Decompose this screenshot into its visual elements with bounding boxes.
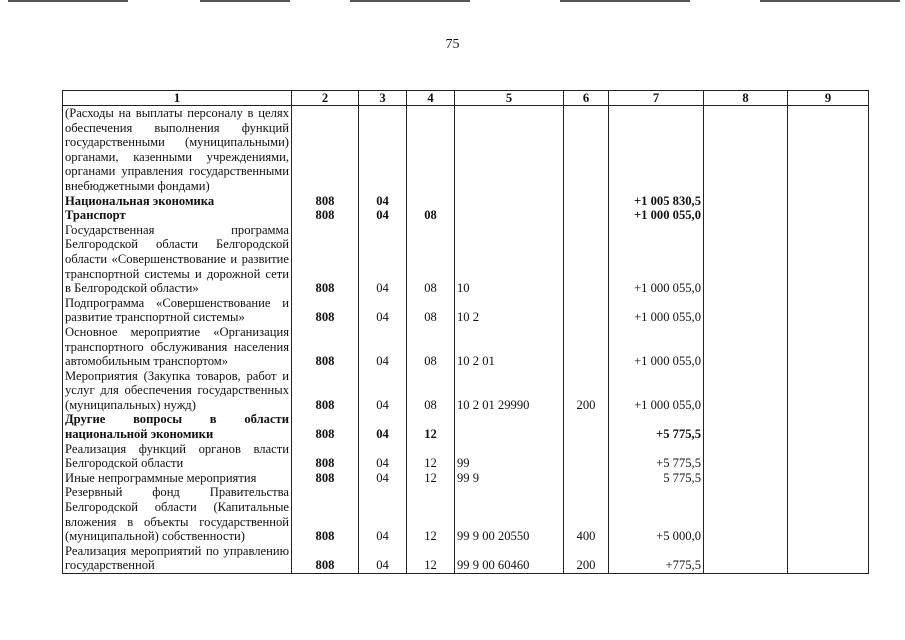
cell-col-8 <box>704 325 788 369</box>
cell-expense-type <box>564 106 609 194</box>
cell-target-item: 99 9 <box>455 471 564 486</box>
cell-col-9 <box>788 194 869 209</box>
cell-ministry-code: 808 <box>292 485 359 543</box>
cell-expense-type <box>564 412 609 441</box>
cell-name: Другие вопросы в области национальной экономики <box>63 412 292 441</box>
header-col-1: 1 <box>63 91 292 106</box>
cell-amount: 5 775,5 <box>609 471 704 486</box>
cell-section: 04 <box>359 296 407 325</box>
cell-amount: +5 000,0 <box>609 485 704 543</box>
cell-col-9 <box>788 106 869 194</box>
cell-col-9 <box>788 296 869 325</box>
header-col-5: 5 <box>455 91 564 106</box>
cell-subsection: 12 <box>407 412 455 441</box>
cell-name: Реализация мероприятий по управлению государственной <box>63 544 292 574</box>
cell-col-8 <box>704 412 788 441</box>
cell-section: 04 <box>359 442 407 471</box>
cell-col-9 <box>788 369 869 413</box>
cell-target-item: 10 2 01 29990 <box>455 369 564 413</box>
cell-col-9 <box>788 223 869 296</box>
cell-ministry-code <box>292 106 359 194</box>
cell-section: 04 <box>359 325 407 369</box>
table-row <box>63 471 869 486</box>
cell-name: Транспорт <box>63 208 292 223</box>
table-row <box>63 325 869 369</box>
table-row <box>63 106 869 194</box>
cell-col-9 <box>788 412 869 441</box>
header-col-2: 2 <box>292 91 359 106</box>
cell-section: 04 <box>359 223 407 296</box>
header-col-7: 7 <box>609 91 704 106</box>
header-col-8: 8 <box>704 91 788 106</box>
cell-amount: +1 000 055,0 <box>609 296 704 325</box>
cell-col-9 <box>788 471 869 486</box>
cell-expense-type <box>564 471 609 486</box>
cell-name: Мероприятия (Закупка товаров, работ и услуг для обеспечения государственных (муниципальных) нужд) <box>63 369 292 413</box>
cell-subsection: 12 <box>407 442 455 471</box>
cell-amount: +5 775,5 <box>609 412 704 441</box>
cell-section: 04 <box>359 412 407 441</box>
cell-amount: +1 000 055,0 <box>609 223 704 296</box>
cell-amount: +5 775,5 <box>609 442 704 471</box>
cell-section: 04 <box>359 208 407 223</box>
cell-subsection: 12 <box>407 471 455 486</box>
cell-ministry-code: 808 <box>292 412 359 441</box>
cell-amount: +1 000 055,0 <box>609 325 704 369</box>
cell-section: 04 <box>359 485 407 543</box>
cell-subsection <box>407 106 455 194</box>
cell-subsection: 08 <box>407 296 455 325</box>
cell-ministry-code: 808 <box>292 471 359 486</box>
cell-target-item: 10 2 <box>455 296 564 325</box>
cell-target-item <box>455 106 564 194</box>
cell-col-8 <box>704 544 788 574</box>
cell-ministry-code: 808 <box>292 369 359 413</box>
cell-target-item: 10 <box>455 223 564 296</box>
table-row <box>63 194 869 209</box>
cell-expense-type <box>564 194 609 209</box>
cell-col-8 <box>704 485 788 543</box>
cell-name: Резервный фонд Правительства Белгородской области (Капитальные вложения в объекты государственной (муниципальной) собственности) <box>63 485 292 543</box>
cell-col-9 <box>788 208 869 223</box>
cell-amount: +1 000 055,0 <box>609 369 704 413</box>
cell-section: 04 <box>359 544 407 574</box>
cell-expense-type <box>564 223 609 296</box>
cell-section: 04 <box>359 369 407 413</box>
budget-table <box>62 90 869 574</box>
cell-subsection: 08 <box>407 223 455 296</box>
cell-amount <box>609 106 704 194</box>
header-col-4: 4 <box>407 91 455 106</box>
cell-amount: +1 000 055,0 <box>609 208 704 223</box>
cell-col-8 <box>704 194 788 209</box>
header-row <box>63 91 869 106</box>
cell-target-item <box>455 412 564 441</box>
cell-target-item: 99 9 00 20550 <box>455 485 564 543</box>
cell-expense-type <box>564 325 609 369</box>
table-body <box>63 106 869 574</box>
cell-col-8 <box>704 369 788 413</box>
cell-ministry-code: 808 <box>292 325 359 369</box>
table-row <box>63 442 869 471</box>
table-row <box>63 412 869 441</box>
cell-name: (Расходы на выплаты персоналу в целях обеспечения выполнения функций государственными (муниципальными) органами, казенными учреждениями, органами управления государственными внебюджетными фондами) <box>63 106 292 194</box>
cell-section: 04 <box>359 471 407 486</box>
cell-subsection: 12 <box>407 485 455 543</box>
table-row <box>63 296 869 325</box>
cell-target-item: 10 2 01 <box>455 325 564 369</box>
cell-col-8 <box>704 208 788 223</box>
cell-col-8 <box>704 106 788 194</box>
cell-section <box>359 106 407 194</box>
cell-subsection: 08 <box>407 208 455 223</box>
cell-ministry-code: 808 <box>292 208 359 223</box>
cell-amount: +1 005 830,5 <box>609 194 704 209</box>
cell-expense-type: 200 <box>564 369 609 413</box>
cell-ministry-code: 808 <box>292 223 359 296</box>
cell-col-9 <box>788 544 869 574</box>
cell-target-item: 99 9 00 60460 <box>455 544 564 574</box>
header-col-3: 3 <box>359 91 407 106</box>
cell-col-9 <box>788 442 869 471</box>
cell-name: Национальная экономика <box>63 194 292 209</box>
top-scan-rule <box>0 0 905 3</box>
table-row <box>63 544 869 574</box>
cell-name: Государственная программа Белгородской области Белгородской области «Совершенствование и развитие транспортной системы и дорожной сети в Белгородской области» <box>63 223 292 296</box>
cell-expense-type: 400 <box>564 485 609 543</box>
cell-expense-type <box>564 208 609 223</box>
cell-amount: +775,5 <box>609 544 704 574</box>
cell-name: Иные непрограммные мероприятия <box>63 471 292 486</box>
cell-ministry-code: 808 <box>292 544 359 574</box>
table-row <box>63 485 869 543</box>
cell-subsection: 08 <box>407 325 455 369</box>
cell-target-item <box>455 194 564 209</box>
cell-col-8 <box>704 442 788 471</box>
cell-ministry-code: 808 <box>292 296 359 325</box>
table-row <box>63 369 869 413</box>
page-number: 75 <box>445 37 460 52</box>
cell-subsection <box>407 194 455 209</box>
cell-expense-type <box>564 442 609 471</box>
cell-section: 04 <box>359 194 407 209</box>
cell-subsection: 08 <box>407 369 455 413</box>
header-col-9: 9 <box>788 91 869 106</box>
cell-name: Подпрограмма «Совершенствование и развитие транспортной системы» <box>63 296 292 325</box>
cell-target-item: 99 <box>455 442 564 471</box>
cell-name: Основное мероприятие «Организация транспортного обслуживания населения автомобильным транспортом» <box>63 325 292 369</box>
cell-col-8 <box>704 471 788 486</box>
cell-subsection: 12 <box>407 544 455 574</box>
cell-col-9 <box>788 485 869 543</box>
cell-ministry-code: 808 <box>292 442 359 471</box>
table-row <box>63 208 869 223</box>
cell-col-9 <box>788 325 869 369</box>
table-row <box>63 223 869 296</box>
header-col-6: 6 <box>564 91 609 106</box>
cell-col-8 <box>704 223 788 296</box>
cell-ministry-code: 808 <box>292 194 359 209</box>
cell-col-8 <box>704 296 788 325</box>
cell-name: Реализация функций органов власти Белгородской области <box>63 442 292 471</box>
cell-expense-type <box>564 296 609 325</box>
cell-target-item <box>455 208 564 223</box>
cell-expense-type: 200 <box>564 544 609 574</box>
